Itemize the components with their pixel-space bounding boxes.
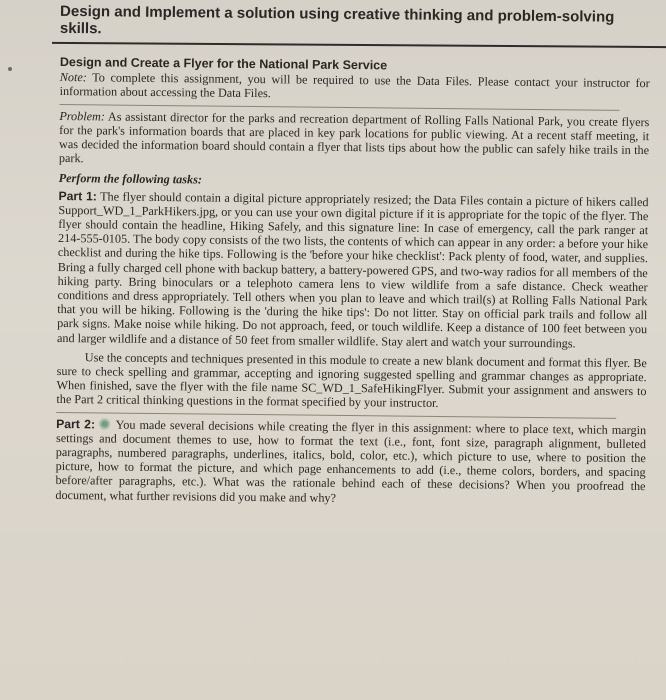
problem-text: As assistant director for the parks and recreation department of Rolling Falls National Park, you create flyers for the park's information boards that are placed in key park locations for public viewing. At a recent staff meeting, it was decided the information board should contain a flyer that lists tips about how the public can safely hike trails in the park. <box>58 109 650 166</box>
problem-label: Problem: <box>59 108 106 124</box>
part1-paragraph <box>57 189 649 351</box>
critical-thinking-icon <box>99 418 110 429</box>
problem-paragraph <box>59 109 650 172</box>
margin-dot <box>8 67 12 71</box>
part2-label: Part 2: <box>56 416 96 432</box>
assignment-title: Design and Create a Flyer for the National Park Service <box>59 55 388 73</box>
header-rule <box>52 42 666 48</box>
assignment-body <box>55 55 650 513</box>
note-paragraph <box>60 70 650 105</box>
part1-text: The flyer should contain a digital picture appropriately resized; the Data Files contain a picture of hikers called Support_WD_1_ParkHikers.jpg, or you can use your own digital picture if it is appropriate for the topic of the flyer. The flyer should contain the headline, Hiking Safely, and this signature line: In case of emergency, call the park ranger at 214-555-0105. The body copy consists of the two lists, the contents of which can appear in any order: a before your hike checklist and during the hike tips. Following is the 'before your hike checklist': Pack plenty of food, water, and supplies. Bring a fully charged cell phone with backup battery, a battery-powered GPS, and two-way radios for all members of the hiking party. Bring binoculars or a telephoto camera lens to view wildlife from a safe distance. Check weather conditions and dress appropriately. Tell others when you plan to leave and which trail(s) at Rolling Falls National Park that you will be hiking. Following is the 'during the hike tips': Do not litter. Stay on official park trails and follow all park signs. Make noise while hiking. Do not approach, feed, or touch wildlife. Keep a distance of 100 feet between you and larger wildlife and a distance of 50 feet from smaller wildlife. Stay alert and watch your surroundings. <box>56 189 649 351</box>
part2-text: You made several decisions while creating the flyer in this assignment: where to place text, which margin settings and document themes to use, how to format the text (i.e., font, font size, paragraph alignment, bulleted paragraphs, numbered paragraphs, underlines, italics, bold, color, etc.), which picture to use, where to position the picture, how to format the picture, and which page enhancements to add (i.e., theme colors, borders, and spacing before/after paragraphs, etc.). What was the rationale behind each of these decisions? When you proofread the document, what further revisions did you make and why? <box>55 417 647 505</box>
note-label: Note: <box>59 70 87 85</box>
note-text: To complete this assignment, you will be required to use the Data Files. Please contact your instructor for information about accessing the Data Files. <box>59 70 650 101</box>
page-header: Design and Implement a solution using creative thinking and problem-solving skills. <box>59 2 615 38</box>
perform-heading: Perform the following tasks: <box>58 171 202 187</box>
part2-paragraph <box>55 417 646 508</box>
part1-label: Part 1: <box>58 188 97 204</box>
part1-instructions: Use the concepts and techniques presented in this module to create a new blank document and format this flyer. Be sure to check spelling and grammar, accepting and ignoring suggested spelling and grammar changes as appropriate. When finished, save the flyer with the file name SC_WD_1_SafeHikingFlyer. Submit your assignment and answers to the Part 2 critical thinking questions in the format specified by your instructor. <box>56 350 647 411</box>
